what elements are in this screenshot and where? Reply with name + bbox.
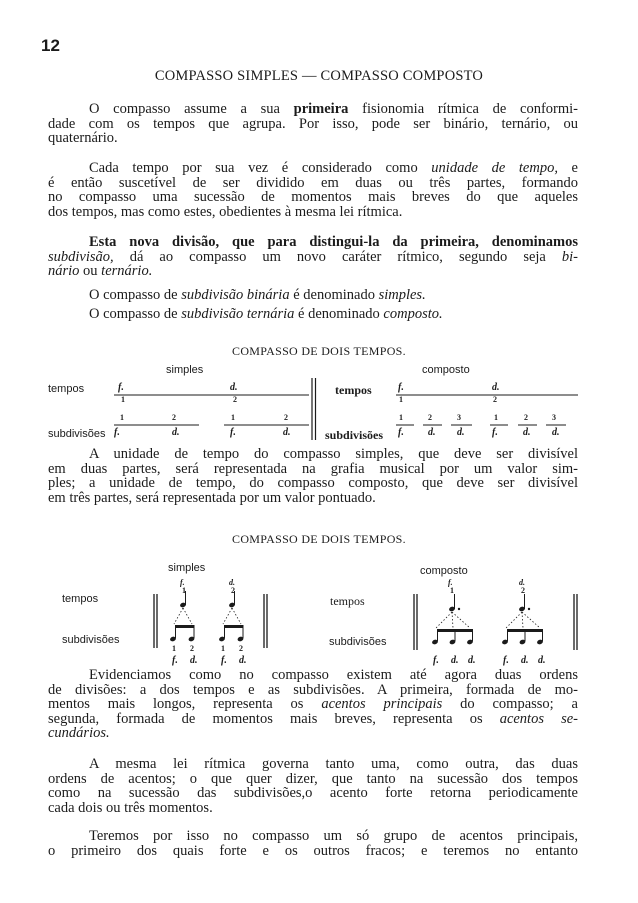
table1-mark-f: f. [118,382,124,393]
table1-subdiv-left: subdivisões [48,428,106,440]
paragraph-closing-3: Teremos por isso no compasso um só grupo de acentos principais, o primeiro dos quais forte e os outros fracos; e teremos no entanto [48,828,578,859]
table1-sub-mark: f. [230,427,236,438]
table1-comp-sub-num: 1 [494,413,498,422]
table2-caption: COMPASSO DE DOIS TEMPOS. [232,532,406,546]
table1-comp-sub-mark: f. [492,427,498,438]
table2-comp-sub-mark: d. [538,655,546,666]
table2-num: 1 [182,586,186,595]
table1-comp-sub-num: 2 [524,413,528,422]
table1-sub-num: 1 [120,413,124,422]
table1-double-bar [311,378,317,440]
paragraph-middle: A unidade de tempo do compasso simples, que deve ser divisível em duas partes, será representada na grafia musical por um valor sim- ples; a unidade de tempo, do compasso composto, que deve ser divisível em três partes, será representada por um valor pontuado. [48,446,578,506]
table1-comp-sub-num: 3 [552,413,556,422]
table1-tempos-right: tempos [335,383,372,397]
table2-subdiv-right: subdivisões [329,636,387,648]
table1-comp-mark-d: d. [492,382,500,393]
table2-mark: f. [180,578,185,587]
table2-tempos-right: tempos [330,594,365,608]
table2-comp-sub-mark: f. [503,655,509,666]
table1-sub-line-left [114,424,309,426]
table2-composto-label: composto [420,565,468,577]
table2-comp-sub-mark: d. [451,655,459,666]
paragraph-intro-1: O compasso assume a sua primeira fisionomia rítmica de conformi- dade com os tempos que agrupa. Por isso, pode ser binário, ternário, ou quaternário. [48,101,578,147]
table1-comp-sub-mark: d. [523,427,531,438]
paragraph-composto: O compasso de subdivisão ternária é denominado composto. [89,306,443,322]
table2-comp-num: 1 [450,586,454,595]
table2-sub-mark: f. [221,655,227,666]
table1-tempos-line-right [396,394,578,396]
table1-sub-line-right [396,424,578,426]
table2-sub-mark: f. [172,655,178,666]
table1-comp-sub-mark: d. [552,427,560,438]
table2-comp-num: 2 [521,586,525,595]
page-number: 12 [41,36,60,55]
table1-comp-sub-mark: f. [398,427,404,438]
table1-comp-sub-num: 1 [399,413,403,422]
table2-comp-mark: f. [448,578,453,587]
table2-sub-mark: d. [239,655,247,666]
table2-num: 2 [231,586,235,595]
table2-comp-sub-mark: d. [468,655,476,666]
table2-comp-sub-mark: d. [521,655,529,666]
table1-sub-mark: d. [283,427,291,438]
paragraph-intro-3: Esta nova divisão, que para distingui-la da primeira, denominamos subdivisão, dá ao compasso um novo caráter rítmico, segundo seja bi- nário ou ternário. [48,234,578,280]
table1-composto-label: composto [422,364,470,376]
table1-comp-mark-f: f. [398,382,404,393]
table1-num-2: 2 [233,395,237,404]
table2-subdiv-left: subdivisões [62,634,120,646]
table1-simples-label: simples [166,364,204,376]
paragraph-intro-2: Cada tempo por sua vez é considerado como unidade de tempo, e é então suscetível de ser dividido em duas ou três partes, formando no compasso uma sucessão de momentos mais breves do que aqueles dos tempos, mas como estes, obedientes à mesma lei rítmica. [48,160,578,220]
table2-sub-mark: d. [190,655,198,666]
paragraph-simples: O compasso de subdivisão binária é denominado simples. [89,287,426,303]
table2-sub-num: 2 [239,644,243,653]
table2-sub-num: 1 [221,644,225,653]
table1-comp-sub-mark: d. [457,427,465,438]
table1-sub-num: 1 [231,413,235,422]
table2-tempos-left: tempos [62,593,99,605]
table1-comp-sub-mark: d. [428,427,436,438]
table1-comp-sub-num: 2 [428,413,432,422]
table1-sub-mark: f. [114,427,120,438]
table2-simples-label: simples [168,562,206,574]
table1-tempos-line-left [114,394,309,396]
table2-sub-num: 2 [190,644,194,653]
table1-sub-num: 2 [284,413,288,422]
table1-comp-num-2: 2 [493,395,497,404]
table2-comp-sub-mark: f. [433,655,439,666]
table1-sub-num: 2 [172,413,176,422]
table1-comp-sub-num: 3 [457,413,461,422]
table1-subdiv-right: subdivisões [325,428,384,442]
table2-mark: d. [229,578,235,587]
table2-composto-notation [412,580,582,660]
table2-sub-num: 1 [172,644,176,653]
paragraph-closing-1: Evidenciamos como no compasso existem até agora duas ordens de divisões: a dos tempos e as subdivisões. A primeira, formada de mo- mentos mais longos, representa os acentos principais do compasso; a segunda, formada de momentos mais breves, representa os acentos se- cundários. [48,667,578,742]
table1-comp-num-1: 1 [399,395,403,404]
table1-caption: COMPASSO DE DOIS TEMPOS. [232,344,406,358]
table1-sub-mark: d. [172,427,180,438]
table1-num-1: 1 [121,395,125,404]
table1-mark-d: d. [230,382,238,393]
table2-comp-mark: d. [519,578,525,587]
table1-tempos-left: tempos [48,383,85,395]
paragraph-closing-2: A mesma lei rítmica governa tanto uma, como outra, das duas ordens de acentos; o que quer dizer, que tanto na sucessão dos tempos como na sucessão das subdivisões,o acento forte retorna periodicamente cada dois ou três momentos. [48,756,578,816]
table2-simples-notation [152,578,272,660]
section-heading: COMPASSO SIMPLES — COMPASSO COMPOSTO [154,68,484,84]
